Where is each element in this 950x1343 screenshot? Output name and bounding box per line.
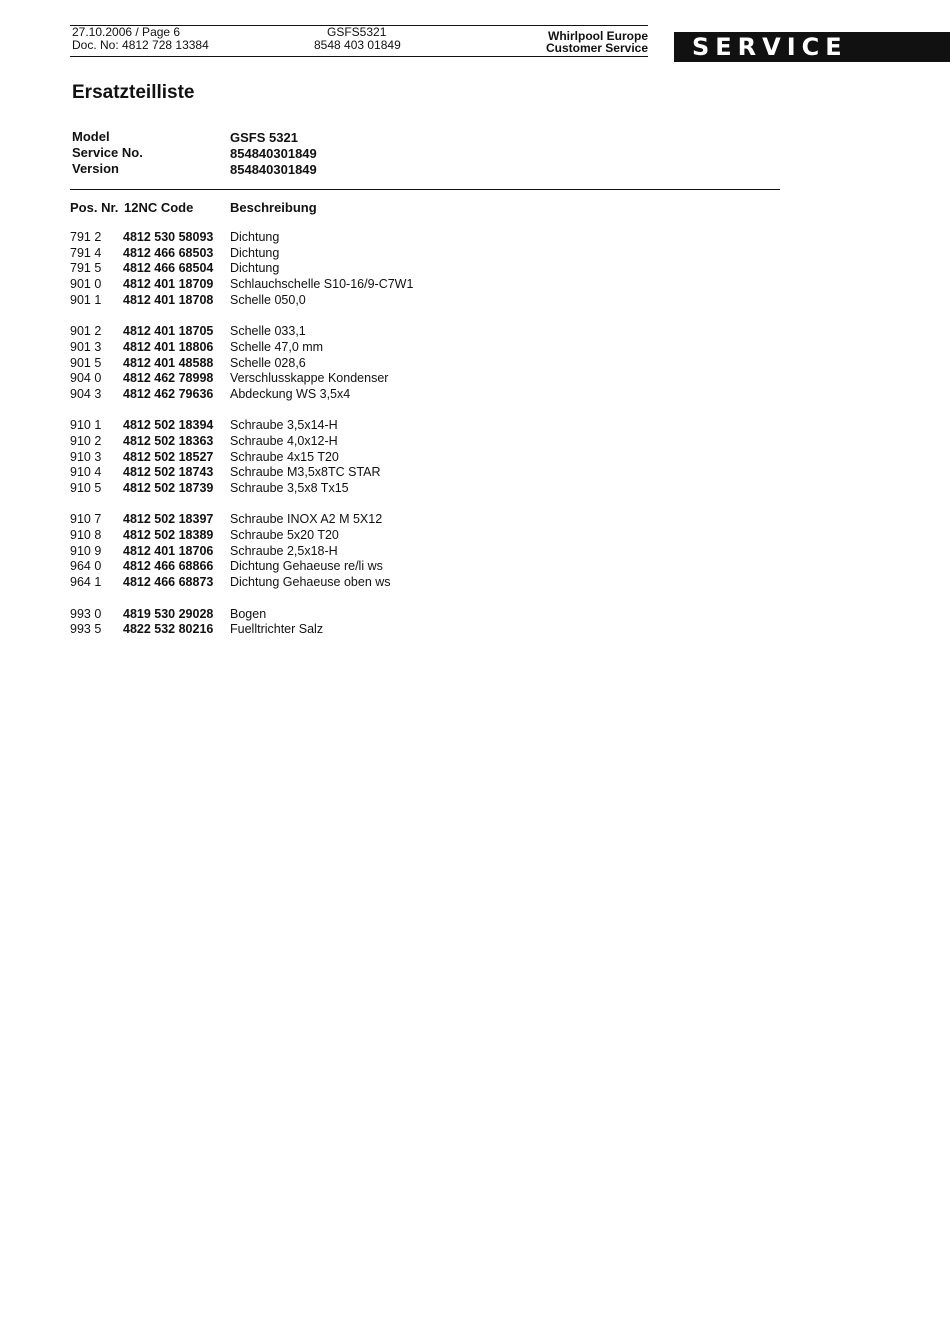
part-code: 4812 401 18705 [123,324,214,339]
part-pos: 901 5 [70,355,102,370]
part-pos: 901 2 [70,324,102,339]
part-desc: Schraube M3,5x8TC STAR [230,465,381,480]
table-row [0,230,950,246]
header-date-page: 27.10.2006 / Page 6 [72,25,181,39]
part-pos: 904 3 [70,386,102,401]
part-pos: 964 1 [70,575,102,590]
part-code: 4812 462 79636 [123,386,214,401]
service-badge: SERVICE [674,32,950,62]
table-row [0,607,950,623]
part-desc: Schelle 028,6 [230,355,306,370]
part-pos: 993 5 [70,622,102,637]
part-desc: Schelle 050,0 [230,292,306,307]
table-row [0,512,950,528]
model-label: Model [72,129,110,144]
part-pos: 910 9 [70,543,102,558]
part-pos: 910 8 [70,528,102,543]
part-pos: 993 0 [70,606,102,621]
part-desc: Dichtung Gehaeuse oben ws [230,575,391,590]
table-row [0,622,950,638]
part-desc: Dichtung Gehaeuse re/li ws [230,559,383,574]
col-header-desc: Beschreibung [230,200,317,215]
part-code: 4812 462 78998 [123,371,214,386]
header-model-code: GSFS5321 [327,25,387,39]
part-pos: 791 5 [70,261,102,276]
part-desc: Schraube 3,5x8 Tx15 [230,481,349,495]
part-desc: Dichtung [230,261,280,276]
table-row [0,418,950,434]
part-desc: Schraube 2,5x18-H [230,543,338,558]
part-code: 4812 502 18363 [123,433,214,448]
service-no-value: 854840301849 [230,146,317,161]
part-code: 4812 466 68504 [123,261,214,276]
part-pos: 910 2 [70,433,102,448]
part-code: 4812 502 18743 [123,465,214,480]
part-code: 4812 401 18806 [123,339,214,354]
part-desc: Schraube 4x15 T20 [230,449,339,464]
part-pos: 901 0 [70,277,102,292]
table-row [0,324,950,340]
part-desc: Schraube 5x20 T20 [230,528,339,543]
part-code: 4812 502 18739 [123,481,214,495]
table-row [0,559,950,575]
part-desc: Schraube 3,5x14-H [230,418,338,433]
part-desc: Dichtung [230,245,280,260]
table-row [0,261,950,277]
table-row [0,371,950,387]
part-pos: 791 4 [70,245,102,260]
part-pos: 964 0 [70,559,102,574]
part-desc: Bogen [230,606,267,621]
parts-table [0,230,950,638]
table-top-rule [70,189,780,190]
part-desc: Schelle 47,0 mm [230,339,324,354]
part-pos: 904 0 [70,371,102,386]
part-pos: 910 1 [70,418,102,433]
model-value: GSFS 5321 [230,130,298,145]
table-row [0,575,950,591]
part-pos: 901 1 [70,292,102,307]
part-desc: Verschlusskappe Kondenser [230,371,389,386]
table-row [0,340,950,356]
part-code: 4812 502 18527 [123,449,214,464]
part-pos: 910 3 [70,449,102,464]
table-row [0,387,950,403]
header-company-line2: Customer Service [545,41,648,55]
header-doc-no: Doc. No: 4812 728 13384 [72,38,209,52]
part-pos: 910 7 [70,512,102,527]
part-code: 4812 502 18389 [123,528,214,543]
table-row [0,481,950,497]
table-row [0,246,950,262]
part-code: 4819 530 29028 [123,606,214,621]
table-row [0,434,950,450]
table-row [0,356,950,372]
part-code: 4812 401 48588 [123,355,214,370]
header-company-line1: Whirlpool Europe [548,29,648,43]
part-pos: 910 5 [70,481,102,495]
part-code: 4812 530 58093 [123,230,214,244]
table-row [0,544,950,560]
page-title: Ersatzteilliste [72,82,195,103]
table-row [0,465,950,481]
part-code: 4812 502 18397 [123,512,214,527]
part-desc: Schelle 033,1 [230,324,306,339]
col-header-pos: Pos. Nr. [70,200,119,215]
part-desc: Schraube INOX A2 M 5X12 [230,512,383,527]
col-header-code: 12NC Code [124,200,194,215]
part-pos: 791 2 [70,230,102,244]
part-pos: 910 4 [70,465,102,480]
part-code: 4812 401 18708 [123,292,214,307]
part-code: 4812 401 18706 [123,543,214,558]
part-code: 4812 502 18394 [123,418,214,433]
table-row [0,277,950,293]
version-label: Version [72,161,119,176]
table-row [0,293,950,309]
part-code: 4812 401 18709 [123,277,214,292]
part-code: 4822 532 80216 [123,622,214,637]
header-service-code: 8548 403 01849 [314,38,401,52]
part-desc: Abdeckung WS 3,5x4 [230,386,351,401]
part-pos: 901 3 [70,339,102,354]
service-no-label: Service No. [72,145,143,160]
part-code: 4812 466 68866 [123,559,214,574]
header-bottom-rule [70,56,648,57]
part-desc: Schraube 4,0x12-H [230,433,338,448]
part-code: 4812 466 68873 [123,575,214,590]
part-desc: Dichtung [230,230,280,244]
part-code: 4812 466 68503 [123,245,214,260]
table-row [0,450,950,466]
table-row [0,528,950,544]
part-desc: Schlauchschelle S10-16/9-C7W1 [230,277,414,292]
version-value: 854840301849 [230,162,317,177]
part-desc: Fuelltrichter Salz [230,622,324,637]
